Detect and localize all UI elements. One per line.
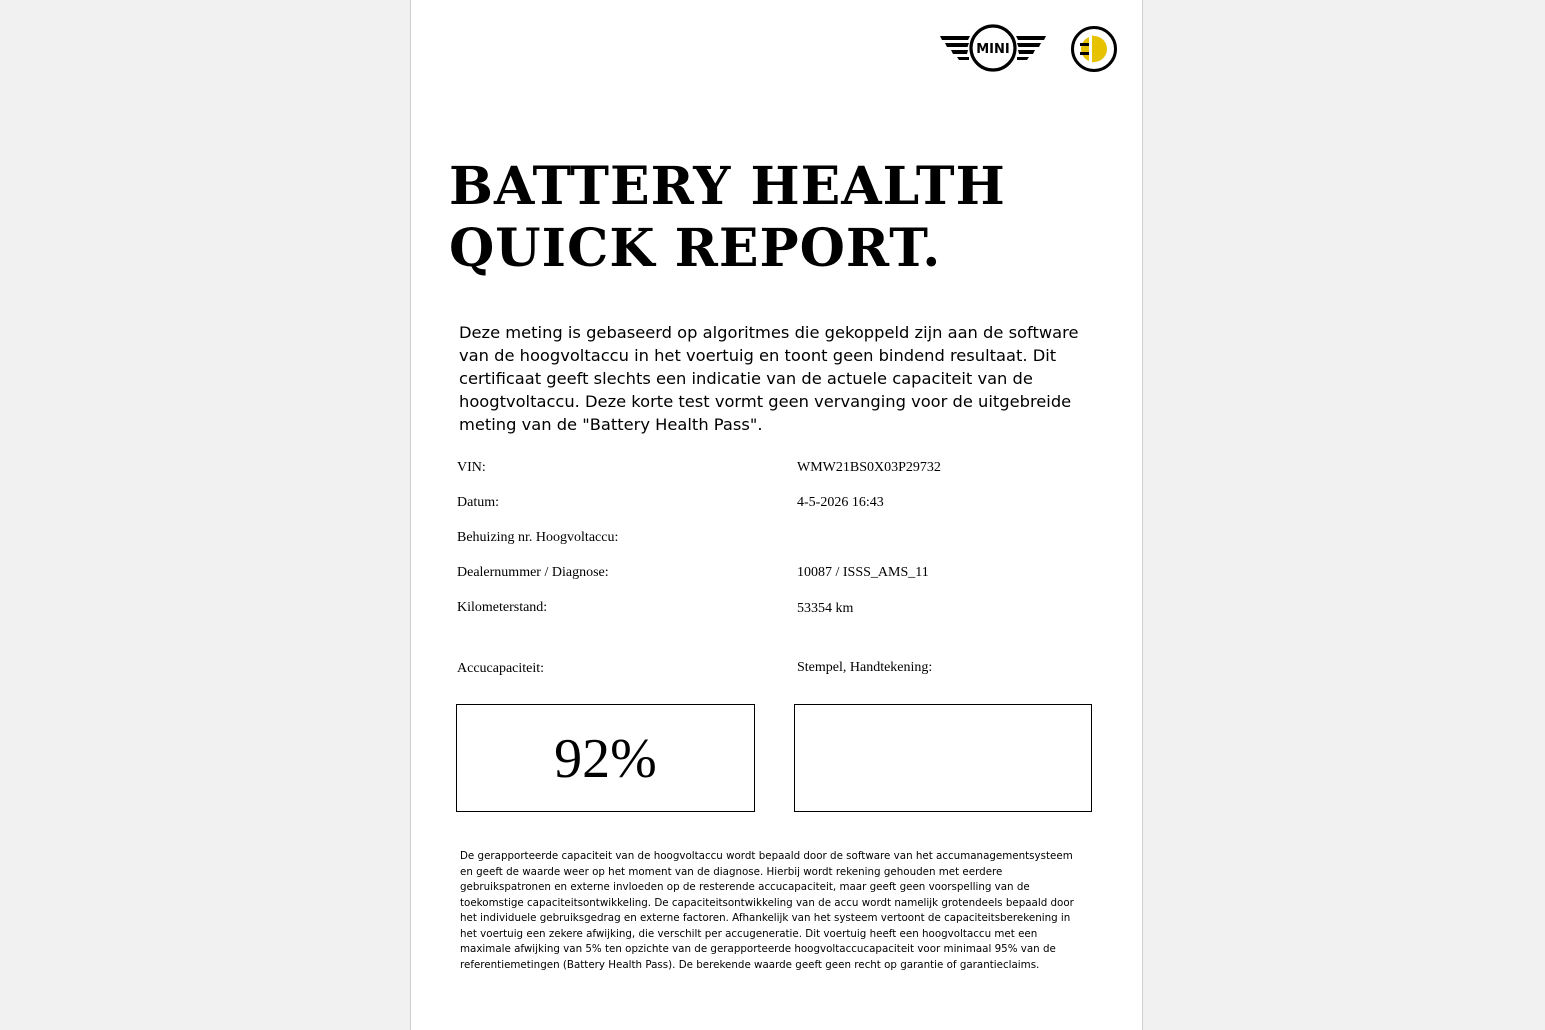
disclaimer-text: De gerapporteerde capaciteit van de hoogvoltaccu wordt bepaald door de software van het accumanagementsysteem en geeft de waarde weer op het moment van de diagnose. Hierbij wordt rekening gehouden met eerdere gebruikspatronen en externe invloeden op de resterende accucapaciteit, maar geeft geen voorspelling van de toekomstige capaciteitsontwikkeling. De capaciteitsontwikkeling van de accu wordt namelijk grotendeels bepaald door het individuele gebruiksgedrag en externe factoren. Afhankelijk van het systeem vertoont de capaciteitsberekening in het voertuig een zekere afwijking, die verschilt per accugeneratie. Dit voertuig heeft een hoogvoltaccu met een maximale afwijking van 5% ten opzichte van de gerapporteerde hoogvoltaccucapaciteit voor minimaal 95% van de referentiemetingen (Battery Health Pass). De berekende waarde geeft geen recht op garantie of garantieclaims. (460, 850, 1074, 971)
vin-label: VIN: (457, 460, 486, 475)
report-page (410, 0, 1143, 1030)
mini-logo (940, 22, 1046, 74)
stamp-signature-box (794, 704, 1092, 812)
mileage-value: 53354 km (797, 601, 854, 616)
date-label: Datum: (457, 495, 499, 510)
stamp-signature-label: Stempel, Handtekening: (797, 660, 933, 675)
capacity-box (456, 704, 755, 812)
mileage-label: Kilometerstand: (457, 600, 548, 615)
title-line-1: BATTERY HEALTH (449, 156, 1006, 217)
intro-paragraph: Deze meting is gebaseerd op algoritmes die gekoppeld zijn aan de software van de hoogvoltaccu in het voertuig en toont geen bindend resultaat. Dit certificaat geeft slechts een indicatie van de actuele capaciteit van de hoogtvoltaccu. Deze korte test vormt geen vervanging voor de uitgebreide meting van de "Battery Health Pass". (459, 323, 1079, 434)
dealer-diagnosis-label: Dealernummer / Diagnose: (457, 565, 609, 580)
svg-text:MINI: MINI (976, 42, 1010, 57)
report-title (449, 156, 1006, 280)
capacity-label: Accucapaciteit: (457, 661, 545, 676)
housing-number-label: Behuizing nr. Hoogvoltaccu: (457, 530, 619, 545)
title-line-2: QUICK REPORT. (449, 218, 942, 279)
vin-value: WMW21BS0X03P29732 (797, 460, 941, 475)
electric-plug-logo (1070, 25, 1118, 73)
dealer-diagnosis-value: 10087 / ISSS_AMS_11 (797, 565, 929, 580)
date-value: 4-5-2026 16:43 (797, 495, 884, 510)
capacity-value: 92% (554, 728, 657, 790)
